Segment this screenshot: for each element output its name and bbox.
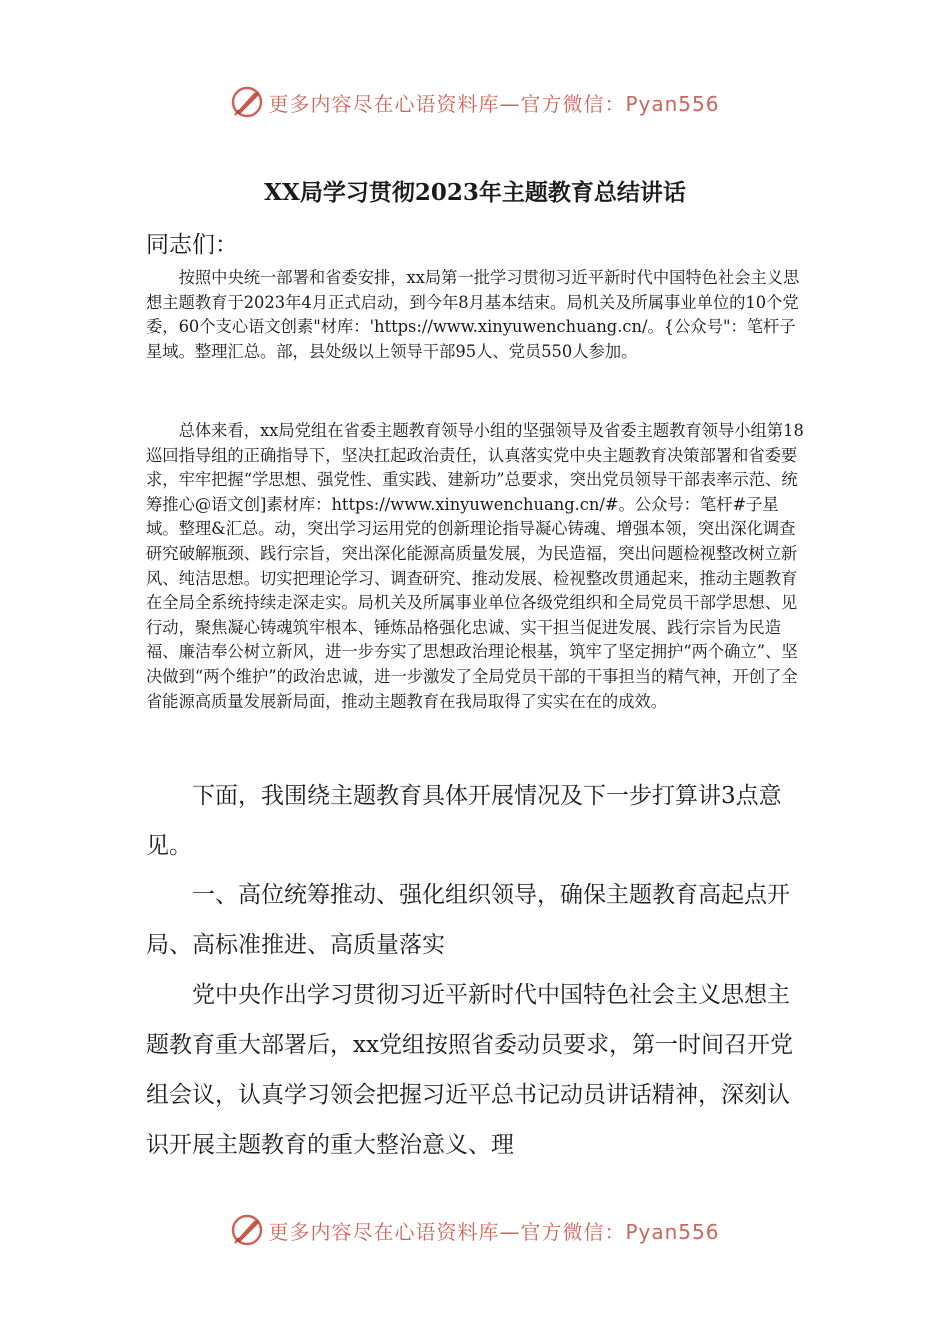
paragraph-3-text: 下面，我围绕主题教育具体开展情况及下一步打算讲3点意见。 (146, 783, 782, 859)
watermark-header (0, 80, 950, 124)
watermark-text: 更多内容尽在心语资料库—官方微信：Pyan556 (268, 1219, 720, 1244)
paragraph-4-text: 党中央作出学习贯彻习近平新时代中国特色社会主义思想主题教育重大部署后，xx党组按照省委动员要求，第一时间召开党组会议，认真学习领会把握习近平总书记动员讲话精神，深刻认识开展主题教育的重大整治意义、理 (146, 982, 793, 1158)
greeting: 同志们： (146, 232, 238, 258)
section-heading-1 (146, 870, 806, 970)
paragraph-3 (146, 771, 806, 871)
watermark-text: 更多内容尽在心语资料库—官方微信：Pyan556 (268, 91, 720, 116)
paragraph-2 (146, 419, 806, 714)
paragraph-1 (146, 266, 806, 364)
paragraph-4 (146, 970, 806, 1170)
document-title: XX局学习贯彻2023年主题教育总结讲话 (264, 179, 686, 206)
quill-pen-logo-icon (230, 85, 264, 119)
section-heading-1-text: 一、高位统筹推动、强化组织领导，确保主题教育高起点开局、高标准推进、高质量落实 (146, 882, 790, 958)
quill-pen-logo-icon (230, 1213, 264, 1247)
paragraph-1-text: 按照中央统一部署和省委安排，xx局第一批学习贯彻习近平新时代中国特色社会主义思想主题教育于2023年4月正式启动，到今年8月基本结束。局机关及所属事业单位的10个党委，60个支心语文创素"材库：'https://www.xinyuwenchuang.cn/。{公众号"：笔杆子星域。整理汇总。部，县处级以上领导干部95人、党员550人参加。 (146, 268, 800, 361)
watermark-footer (0, 1208, 950, 1252)
paragraph-2-text: 总体来看，xx局党组在省委主题教育领导小组的坚强领导及省委主题教育领导小组第18巡回指导组的正确指导下，坚决扛起政治责任，认真落实党中央主题教育决策部署和省委要求，牢牢把握“学思想、强党性、重实践、建新功”总要求，突出党员领导干部表率示范、统筹推心@语文创]素材库：https://www.xinyuwenchuang.cn/#。公众号：笔杆#子星域。整理&汇总。动，突出学习运用党的创新理论指导凝心铸魂、增强本领，突出深化调查研究破解瓶颈、践行宗旨，突出深化能源高质量发展，为民造福，突出问题检视整改树立新风、纯洁思想。切实把理论学习、调查研究、推动发展、检视整改贯通起来，推动主题教育在全局全系统持续走深走实。局机关及所属事业单位各级党组织和全局党员干部学思想、见行动，聚焦凝心铸魂筑牢根本、锤炼品格强化忠诚、实干担当促进发展、践行宗旨为民造福、廉洁奉公树立新风，进一步夯实了思想政治理论根基，筑牢了坚定拥护“两个确立”、坚决做到“两个维护”的政治忠诚，进一步激发了全局党员干部的干事担当的精气神，开创了全省能源高质量发展新局面，推动主题教育在我局取得了实实在在的成效。 (146, 421, 804, 711)
